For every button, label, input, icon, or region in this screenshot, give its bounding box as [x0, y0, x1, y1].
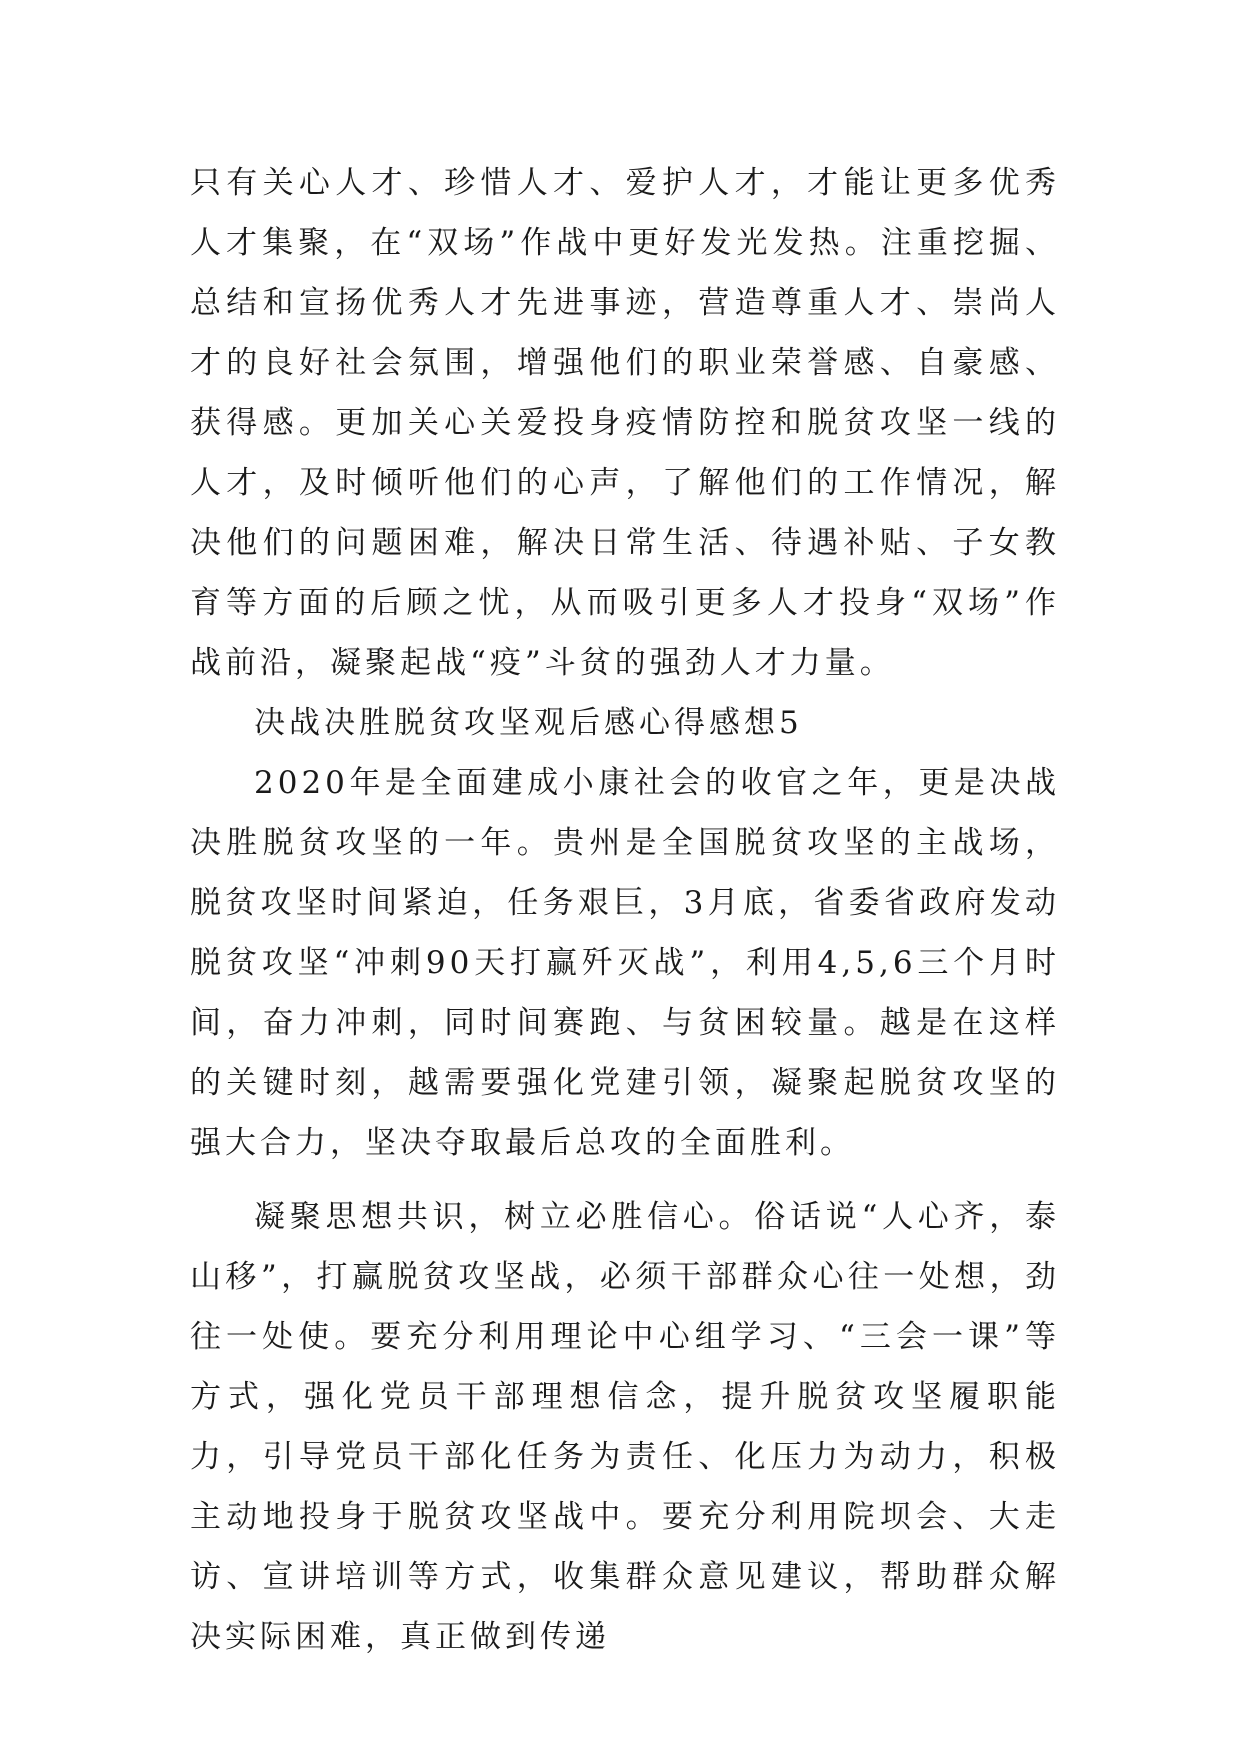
paragraph-2020-overview: 2020年是全面建成小康社会的收官之年，更是决战决胜脱贫攻坚的一年。贵州是全国脱贫攻坚的主战场，脱贫攻坚时间紧迫，任务艰巨，3月底，省委省政府发动脱贫攻坚“冲刺90天打赢歼灭战”，利用4,5,6三个月时间，奋力冲刺，同时间赛跑、与贫困较量。越是在这样的关键时刻，越需要强化党建引领，凝聚起脱贫攻坚的强大合力，坚决夺取最后总攻的全面胜利。	[190, 765, 1060, 1161]
section-heading: 决战决胜脱贫攻坚观后感心得感想5	[254, 705, 803, 741]
paragraph-consensus: 凝聚思想共识，树立必胜信心。俗话说“人心齐，泰山移”，打赢脱贫攻坚战，必须干部群众心往一处想，劲往一处使。要充分利用理论中心组学习、“三会一课”等方式，强化党员干部理想信念，提升脱贫攻坚履职能力，引导党员干部化任务为责任、化压力为动力，积极主动地投身于脱贫攻坚战中。要充分利用院坝会、大走访、宣讲培训等方式，收集群众意见建议，帮助群众解决实际困难，真正做到传递	[190, 1199, 1060, 1655]
paragraph-talent-care: 只有关心人才、珍惜人才、爱护人才，才能让更多优秀人才集聚，在“双场”作战中更好发光发热。注重挖掘、总结和宣扬优秀人才先进事迹，营造尊重人才、崇尚人才的良好社会氛围，增强他们的职业荣誉感、自豪感、获得感。更加关心关爱投身疫情防控和脱贫攻坚一线的人才，及时倾听他们的心声，了解他们的工作情况，解决他们的问题困难，解决日常生活、待遇补贴、子女教育等方面的后顾之忧，从而吸引更多人才投身“双场”作战前沿，凝聚起战“疫”斗贫的强劲人才力量。	[190, 165, 1060, 681]
document-body	[190, 153, 1060, 1667]
